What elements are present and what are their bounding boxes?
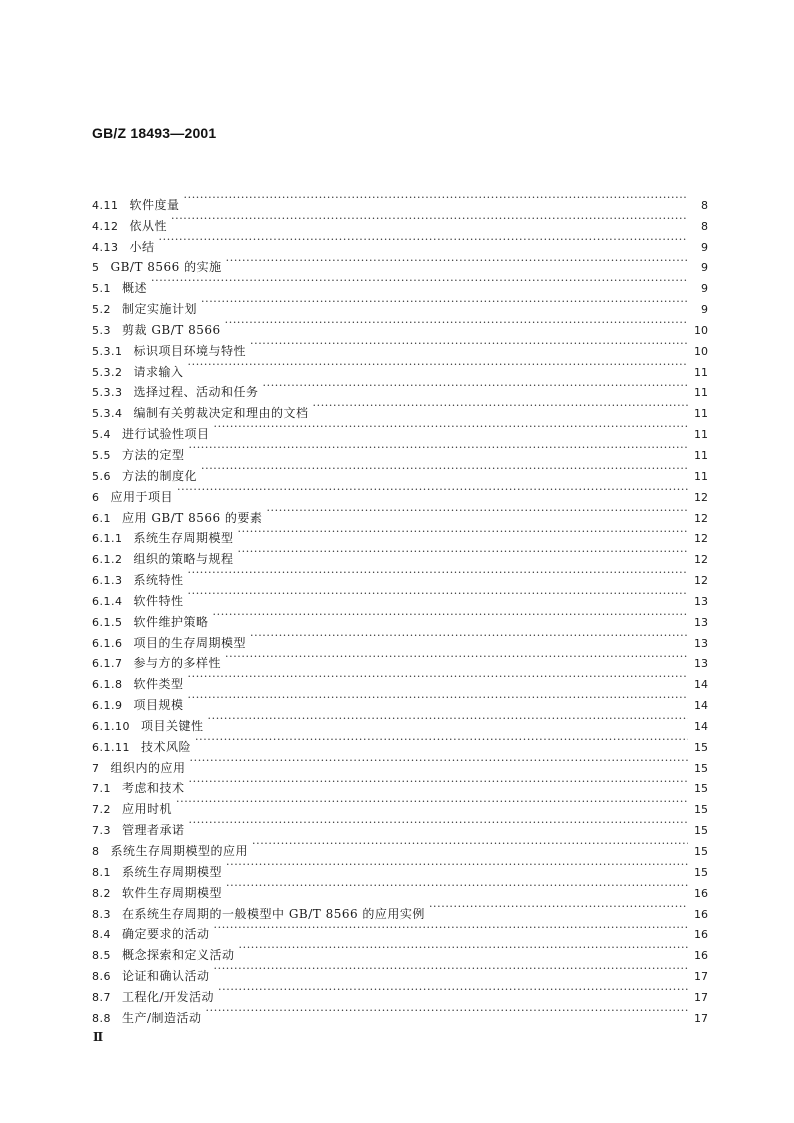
- toc-section-number: 6.1.9: [92, 699, 123, 713]
- toc-section-number: 6.1.10: [92, 719, 130, 733]
- toc-page-number: 14: [694, 719, 708, 733]
- toc-dot-leader: [177, 480, 688, 501]
- toc-section-number: 7.1: [92, 782, 111, 796]
- toc-section-title: 组织的策略与规程: [133, 552, 234, 567]
- toc-page-number: 13: [694, 615, 708, 629]
- toc-section-number: 5.3.2: [92, 365, 123, 379]
- toc-dot-leader: [226, 855, 688, 876]
- toc-dot-leader: [226, 251, 688, 272]
- toc-dot-leader: [151, 271, 688, 292]
- toc-section-title: 应用于项目: [110, 489, 174, 504]
- toc-section-title: 系统生存周期模型: [122, 864, 223, 879]
- toc-dot-leader: [176, 792, 688, 813]
- toc-section-number: 5.6: [92, 469, 111, 483]
- toc-dot-leader: [252, 834, 688, 855]
- toc-page-number: 11: [694, 469, 708, 483]
- toc-section-number: 8.8: [92, 1011, 111, 1025]
- toc-page-number: 15: [694, 845, 708, 858]
- toc-page-number: 9: [701, 303, 708, 317]
- toc-dot-leader: [189, 772, 688, 793]
- toc-section-title: 工程化/开发活动: [122, 989, 215, 1004]
- toc-page-number: 12: [694, 532, 708, 546]
- toc-section-title: 剪裁 GB/T 8566: [122, 322, 221, 337]
- toc-section-title: 项目规模: [133, 698, 184, 713]
- toc-dot-leader: [208, 709, 688, 730]
- toc-page-number: 17: [694, 1011, 708, 1025]
- toc-dot-leader: [238, 542, 688, 563]
- toc-entry[interactable]: [92, 251, 708, 275]
- toc-section-number: 8.6: [92, 970, 111, 984]
- toc-section-number: 6.1.7: [92, 657, 123, 671]
- toc-section-number: 6.1.6: [92, 636, 123, 650]
- toc-page-number: 16: [694, 886, 708, 900]
- toc-section-number: 5.3.3: [92, 386, 123, 400]
- toc-dot-leader: [214, 959, 688, 980]
- toc-section-title: 制定实施计划: [122, 302, 198, 317]
- toc-page-number: 12: [694, 574, 708, 588]
- toc-dot-leader: [189, 813, 688, 834]
- toc-section-number: 7.3: [92, 824, 111, 838]
- toc-dot-leader: [201, 459, 688, 480]
- toc-section-title: 依从性: [129, 218, 168, 233]
- toc-dot-leader: [190, 751, 688, 772]
- toc-page-number: 16: [694, 907, 708, 921]
- toc-page-number: 15: [694, 782, 708, 796]
- toc-section-title: 小结: [129, 239, 155, 254]
- toc-section-number: 5: [92, 261, 100, 275]
- toc-dot-leader: [429, 897, 688, 918]
- toc-section-title: 系统生存周期模型: [133, 531, 234, 546]
- toc-section-title: 组织内的应用: [110, 760, 186, 775]
- toc-dot-leader: [226, 876, 688, 897]
- toc-section-number: 6.1.1: [92, 532, 123, 546]
- toc-section-title: 应用时机: [122, 802, 173, 817]
- toc-section-title: 项目关键性: [141, 718, 204, 733]
- toc-dot-leader: [195, 730, 688, 751]
- toc-page-number: 11: [694, 448, 708, 462]
- toc-page-number: 10: [694, 344, 708, 358]
- toc-page-number: 16: [694, 949, 708, 963]
- toc-section-title: 方法的制度化: [122, 468, 198, 483]
- toc-section-number: 7.2: [92, 803, 111, 817]
- toc-section-number: 8.3: [92, 907, 111, 921]
- toc-entry[interactable]: [92, 792, 708, 817]
- toc-section-title: 项目的生存周期模型: [133, 635, 247, 650]
- toc-section-number: 5.3.1: [92, 344, 123, 358]
- toc-section-number: 8.1: [92, 865, 111, 879]
- toc-entry[interactable]: [92, 230, 708, 254]
- toc-page-number: 15: [694, 761, 708, 775]
- toc-section-number: 6.1.11: [92, 740, 130, 754]
- toc-page-number: 12: [694, 511, 708, 525]
- toc-dot-leader: [266, 501, 688, 522]
- toc-dot-leader: [213, 605, 688, 626]
- toc-entry[interactable]: [92, 584, 708, 608]
- toc-page-number: 15: [694, 803, 708, 817]
- toc-dot-leader: [214, 918, 688, 939]
- toc-page-number: 10: [694, 323, 708, 337]
- toc-section-number: 4.12: [92, 219, 119, 233]
- toc-page-number: 11: [694, 365, 708, 379]
- toc-page-number: 15: [694, 865, 708, 879]
- toc-dot-leader: [188, 667, 688, 688]
- toc-section-title: 软件生存周期模型: [122, 885, 223, 900]
- toc-section-title: 方法的定型: [122, 447, 185, 462]
- toc-section-title: 应用 GB/T 8566 的要素: [122, 510, 263, 525]
- toc-section-title: 参与方的多样性: [133, 656, 222, 671]
- toc-dot-leader: [250, 626, 688, 647]
- toc-page-number: 15: [694, 740, 708, 754]
- toc-entry[interactable]: [92, 209, 708, 233]
- toc-page-number: 13: [694, 657, 708, 671]
- toc-section-number: 5.3.4: [92, 407, 123, 421]
- toc-section-number: 5.3: [92, 323, 111, 337]
- toc-section-title: 技术风险: [141, 739, 192, 754]
- toc-page-number: 12: [694, 553, 708, 567]
- toc-section-title: 概述: [122, 281, 148, 296]
- page-number-roman: Ⅱ: [93, 1030, 103, 1044]
- toc-section-title: 系统生存周期模型的应用: [110, 844, 249, 858]
- toc-section-title: 软件类型: [133, 677, 184, 692]
- toc-section-title: 管理者承诺: [122, 823, 185, 838]
- toc-dot-leader: [218, 980, 688, 1001]
- toc-section-title: 编制有关剪裁决定和理由的文档: [133, 406, 309, 421]
- toc-section-number: 8.4: [92, 928, 111, 942]
- toc-section-title: 进行试验性项目: [122, 427, 210, 442]
- toc-dot-leader: [171, 209, 688, 230]
- toc-section-title: 概念探索和定义活动: [122, 948, 235, 963]
- standard-code-header: GB/Z 18493—2001: [92, 125, 217, 141]
- toc-page-number: 13: [694, 594, 708, 608]
- toc-entry[interactable]: [92, 605, 708, 629]
- toc-section-title: GB/T 8566 的实施: [110, 260, 222, 275]
- toc-page-number: 12: [694, 490, 708, 504]
- toc-section-title: 软件维护策略: [133, 614, 209, 629]
- toc-section-number: 8.2: [92, 886, 111, 900]
- toc-page-number: 17: [694, 970, 708, 984]
- toc-page-number: 15: [694, 824, 708, 838]
- toc-section-title: 论证和确认活动: [122, 969, 210, 984]
- toc-section-number: 6.1.2: [92, 553, 123, 567]
- toc-page-number: 11: [694, 386, 708, 400]
- toc-dot-leader: [250, 334, 688, 355]
- toc-section-number: 8.5: [92, 949, 111, 963]
- toc-entry[interactable]: [92, 709, 708, 733]
- toc-entry[interactable]: [92, 188, 708, 212]
- toc-section-number: 6.1.8: [92, 678, 123, 692]
- toc-section-number: 5.4: [92, 428, 111, 442]
- toc-dot-leader: [159, 230, 688, 251]
- toc-section-number: 5.1: [92, 282, 111, 296]
- toc-page-number: 8: [701, 198, 708, 212]
- toc-section-number: 5.5: [92, 448, 111, 462]
- toc-page-number: 11: [694, 407, 708, 421]
- toc-section-title: 系统特性: [133, 573, 184, 588]
- toc-dot-leader: [238, 522, 688, 543]
- toc-section-number: 8: [92, 845, 100, 858]
- toc-dot-leader: [184, 188, 688, 209]
- toc-section-number: 6.1.4: [92, 594, 123, 608]
- toc-page-number: 9: [701, 282, 708, 296]
- table-of-contents: [92, 188, 708, 1025]
- toc-dot-leader: [188, 688, 688, 709]
- toc-section-number: 4.13: [92, 240, 119, 254]
- toc-dot-leader: [188, 563, 688, 584]
- toc-dot-leader: [225, 313, 688, 334]
- toc-section-title: 软件度量: [129, 197, 180, 212]
- toc-dot-leader: [225, 647, 688, 668]
- toc-page-number: 16: [694, 928, 708, 942]
- toc-entry[interactable]: [92, 501, 708, 525]
- toc-entry[interactable]: [92, 688, 708, 713]
- toc-section-number: 7: [92, 761, 100, 775]
- toc-section-number: 6: [92, 490, 100, 504]
- toc-section-title: 软件特性: [133, 593, 184, 608]
- toc-section-number: 6.1.3: [92, 574, 123, 588]
- toc-page-number: 14: [694, 678, 708, 692]
- toc-section-number: 4.11: [92, 198, 119, 212]
- toc-section-number: 6.1.5: [92, 615, 123, 629]
- toc-section-number: 8.7: [92, 990, 111, 1004]
- toc-entry[interactable]: [92, 480, 708, 504]
- toc-section-title: 在系统生存周期的一般模型中 GB/T 8566 的应用实例: [122, 906, 425, 921]
- toc-page-number: 9: [701, 261, 708, 275]
- toc-section-number: 5.2: [92, 303, 111, 317]
- toc-dot-leader: [239, 938, 688, 959]
- toc-section-title: 请求输入: [133, 364, 184, 379]
- toc-dot-leader: [313, 396, 688, 417]
- toc-section-number: 6.1: [92, 511, 111, 525]
- toc-entry[interactable]: [92, 271, 708, 296]
- toc-section-title: 考虑和技术: [122, 781, 185, 796]
- toc-section-title: 标识项目环境与特性: [133, 343, 247, 358]
- toc-entry[interactable]: [92, 813, 708, 838]
- toc-dot-leader: [201, 292, 688, 313]
- toc-dot-leader: [206, 1001, 688, 1022]
- toc-dot-leader: [189, 438, 688, 459]
- toc-page-number: 13: [694, 636, 708, 650]
- toc-section-title: 选择过程、活动和任务: [133, 385, 259, 400]
- toc-dot-leader: [263, 376, 688, 397]
- toc-entry[interactable]: [92, 292, 708, 317]
- toc-section-title: 生产/制造活动: [122, 1010, 202, 1025]
- toc-page-number: 17: [694, 990, 708, 1004]
- toc-dot-leader: [188, 584, 688, 605]
- toc-page-number: 8: [701, 219, 708, 233]
- toc-dot-leader: [214, 417, 688, 438]
- toc-entry[interactable]: [92, 376, 708, 400]
- toc-page-number: 14: [694, 699, 708, 713]
- toc-dot-leader: [188, 355, 688, 376]
- toc-section-title: 确定要求的活动: [122, 927, 210, 942]
- toc-page-number: 11: [694, 428, 708, 442]
- toc-page-number: 9: [701, 240, 708, 254]
